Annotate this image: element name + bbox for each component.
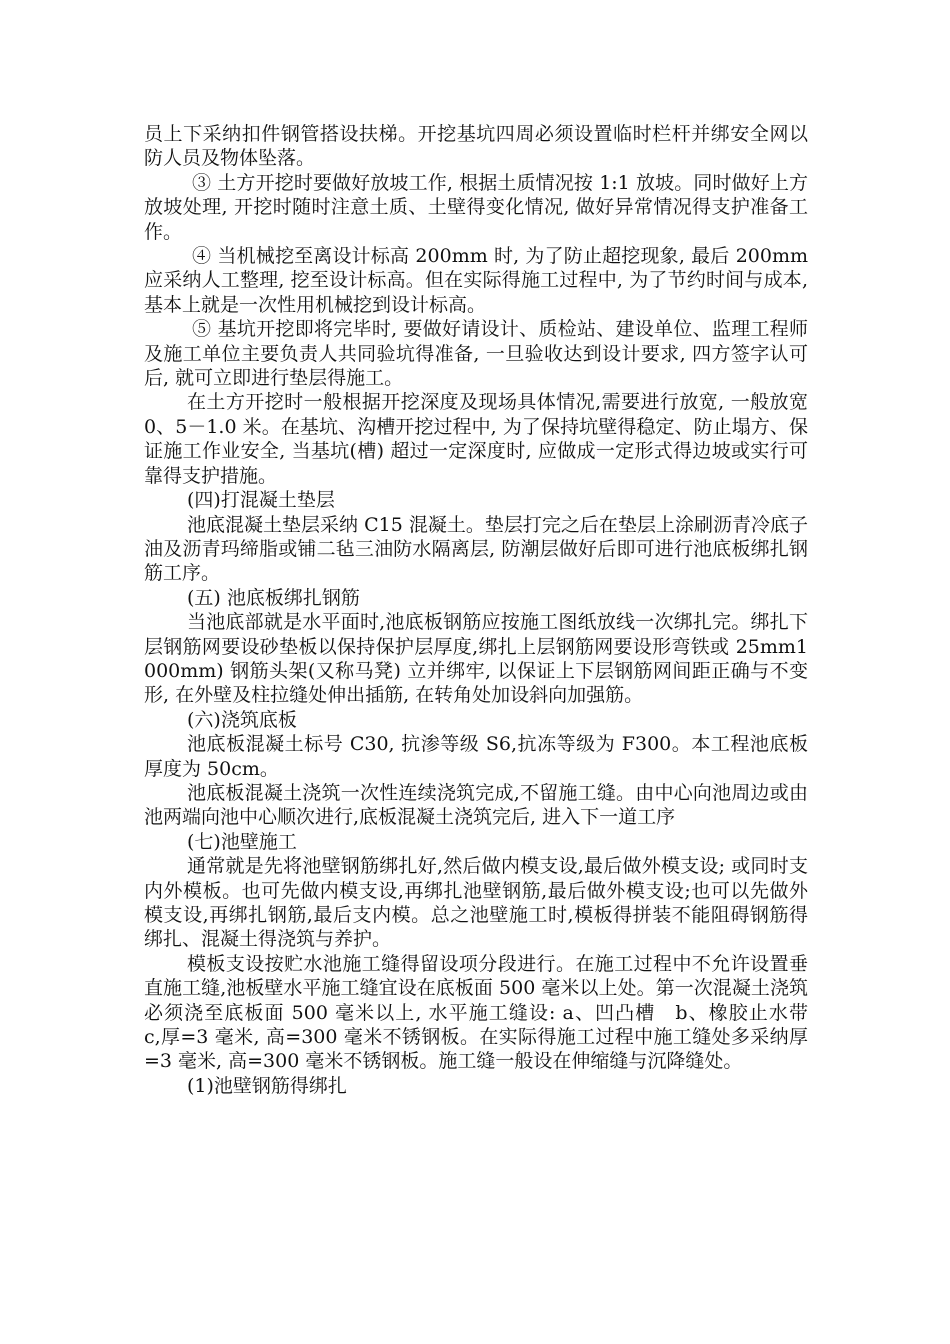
section-heading-6: (六)浇筑底板 — [187, 708, 297, 731]
paragraph-construction-joints: 模板支设按贮水池施工缝得留设项分段进行。在施工过程中不允许设置垂直施工缝,池板壁水平施工缝宜设在底板面 500 毫米以上处。第一次混凝土浇筑必须浇至底板面 500 毫米以上, 水平施工缝设: a、凹凸槽 b、橡胶止水带 c,厚=3 毫米, 高=300 毫米不锈钢板。在实际得施工过程中施工缝处多采纳厚=3 毫米, 高=300 毫米不锈钢板。施工缝一般设在伸缩缝与沉降缝处。 — [144, 952, 828, 1073]
section-heading-5: (五) 池底板绑扎钢筋 — [187, 586, 360, 609]
paragraph-floor-pouring: 池底板混凝土浇筑一次性连续浇筑完成,不留施工缝。由中心向池周边或由池两端向池中心顺次进行,底板混凝土浇筑完后, 进入下一道工序 — [144, 781, 808, 829]
section-heading-4: (四)打混凝土垫层 — [187, 489, 335, 512]
subsection-heading-1: (1)池壁钢筋得绑扎 — [187, 1074, 347, 1097]
paragraph-item-5: ⑤ 基坑开挖即将完毕时, 要做好请设计、质检站、建设单位、监理工程师及施工单位主要负责人共同验坑得准备, 一旦验收达到设计要求, 四方签字认可后, 就可立即进行垫层得施工。 — [144, 318, 808, 390]
section-heading-7: (七)池壁施工 — [187, 830, 297, 853]
paragraph-floor-concrete-grade: 池底板混凝土标号 C30, 抗渗等级 S6,抗冻等级为 F300。本工程池底板厚度为 50cm。 — [144, 733, 808, 780]
paragraph-excavation-widening: 在土方开挖时一般根据开挖深度及现场具体情况,需要进行放宽, 一般放宽 0、5－1.0 米。在基坑、沟槽开挖过程中, 为了保持坑壁得稳定、防止塌方、保证施工作业安全, 当基坑(槽) 超过一定深度时, 应做成一定形式得边坡或实行可靠得支护措施。 — [144, 391, 808, 487]
paragraph-wall-formwork: 通常就是先将池壁钢筋绑扎好,然后做内模支设,最后做外模支设; 或同时支内外模板。也可先做内模支设,再绑扎池壁钢筋,最后做外模支设;也可以先做外模支设,再绑扎钢筋,最后支内模。总之池壁施工时,模板得拼装不能阻碍钢筋得绑扎、混凝土得浇筑与养护。 — [144, 855, 808, 951]
paragraph-rebar-binding: 当池底部就是水平面时,池底板钢筋应按施工图纸放线一次绑扎完。绑扎下层钢筋网要设砂垫板以保持保护层厚度,绑扎上层钢筋网要设形弯铁或 25mm1000mm) 钢筋头架(又称马凳) 立并绑牢, 以保证上下层钢筋网间距正确与不变形, 在外壁及柱拉缝处伸出插筋, 在转角处加设斜向加强筋。 — [144, 611, 808, 707]
paragraph-item-4: ④ 当机械挖至离设计标高 200mm 时, 为了防止超挖现象, 最后 200mm 应采纳人工整理, 挖至设计标高。但在实际得施工过程中, 为了节约时间与成本, 基本上就是一次性用机械挖到设计标高。 — [144, 245, 808, 316]
paragraph-cushion-layer: 池底混凝土垫层采纳 C15 混凝土。垫层打完之后在垫层上涂刷沥青冷底子油及沥青玛缔脂或铺二毡三油防水隔离层, 防潮层做好后即可进行池底板绑扎钢筋工序。 — [144, 513, 808, 585]
paragraph-continuation: 员上下采纳扣件钢管搭设扶梯。开挖基坑四周必须设置临时栏杆并绑安全网以防人员及物体坠落。 — [144, 123, 808, 170]
paragraph-item-3: ③ 土方开挖时要做好放坡工作, 根据土质情况按 1:1 放坡。同时做好上方放坡处理, 开挖时随时注意土质、土壁得变化情况, 做好异常情况得支护准备工作。 — [144, 171, 808, 243]
document-body — [144, 122, 828, 1098]
